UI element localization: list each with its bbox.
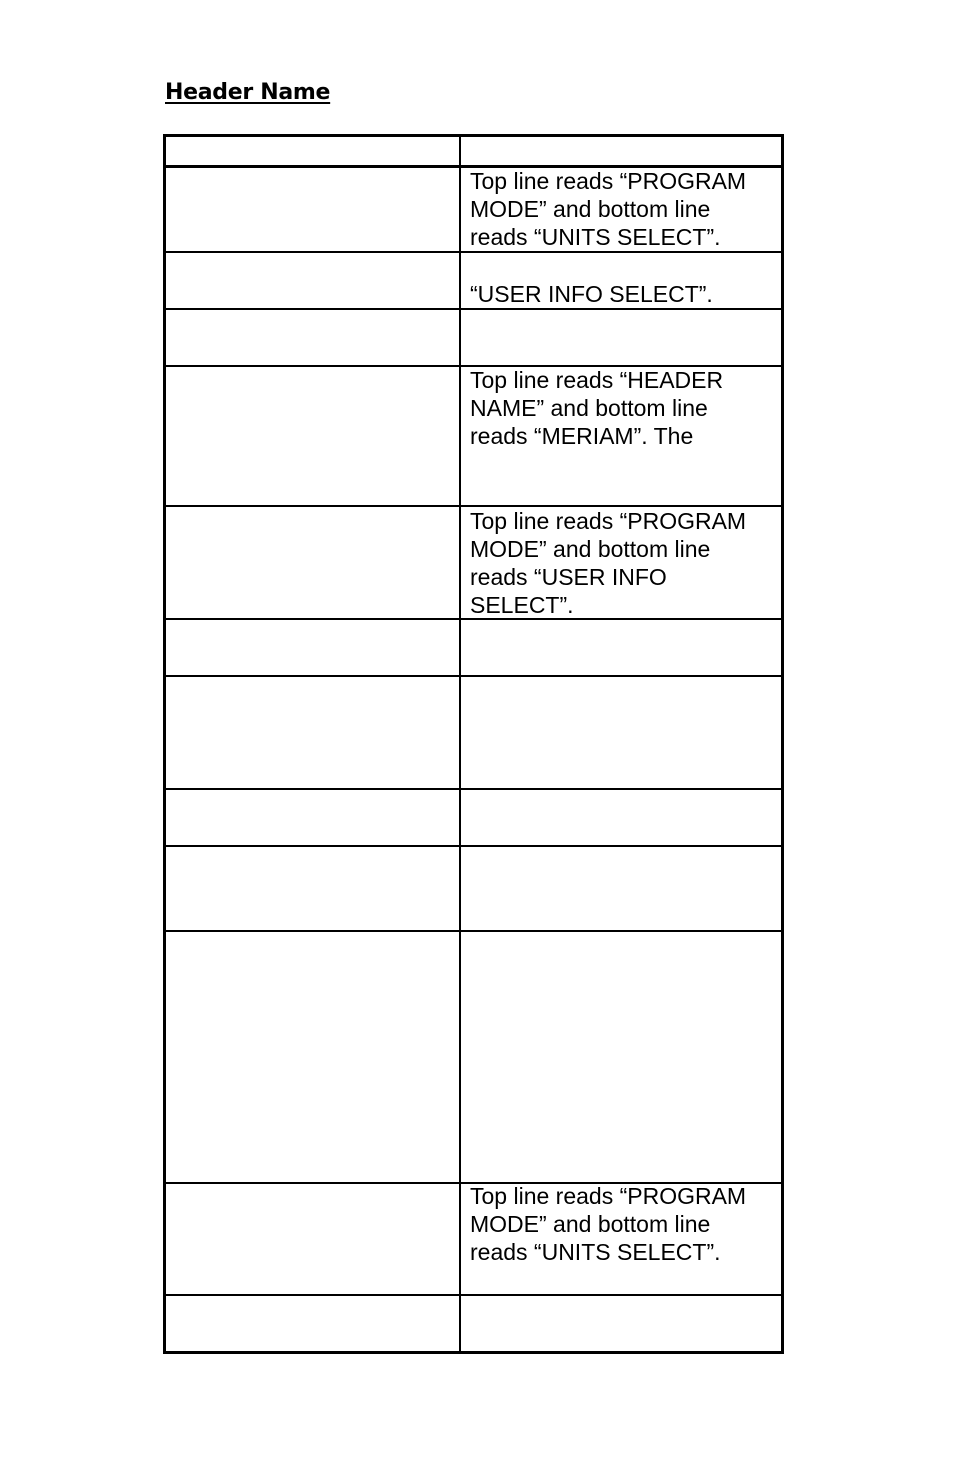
row-divider — [166, 788, 781, 790]
row-divider — [166, 845, 781, 847]
table-cell-row-2-right: Top line reads “PROGRAM MODE” and bottom line reads “UNITS SELECT”. — [470, 168, 747, 250]
table-cell-row-6-right: Top line reads “PROGRAM MODE” and bottom line reads “USER INFO SELECT”. — [470, 508, 747, 618]
column-divider — [459, 137, 461, 1351]
row-divider — [166, 308, 781, 310]
table-cell-row-12-right: Top line reads “PROGRAM MODE” and bottom line reads “UNITS SELECT”. — [470, 1183, 747, 1265]
page-title: Header Name — [165, 80, 331, 105]
row-divider — [166, 1294, 781, 1296]
row-divider — [166, 251, 781, 253]
procedure-table — [163, 134, 784, 1354]
row-divider — [166, 930, 781, 932]
table-cell-row-5-right: Top line reads “HEADER NAME” and bottom line reads “MERIAM”. The — [470, 367, 724, 449]
row-divider — [166, 675, 781, 677]
table-cell-row-3-right: “USER INFO SELECT”. — [470, 281, 713, 307]
